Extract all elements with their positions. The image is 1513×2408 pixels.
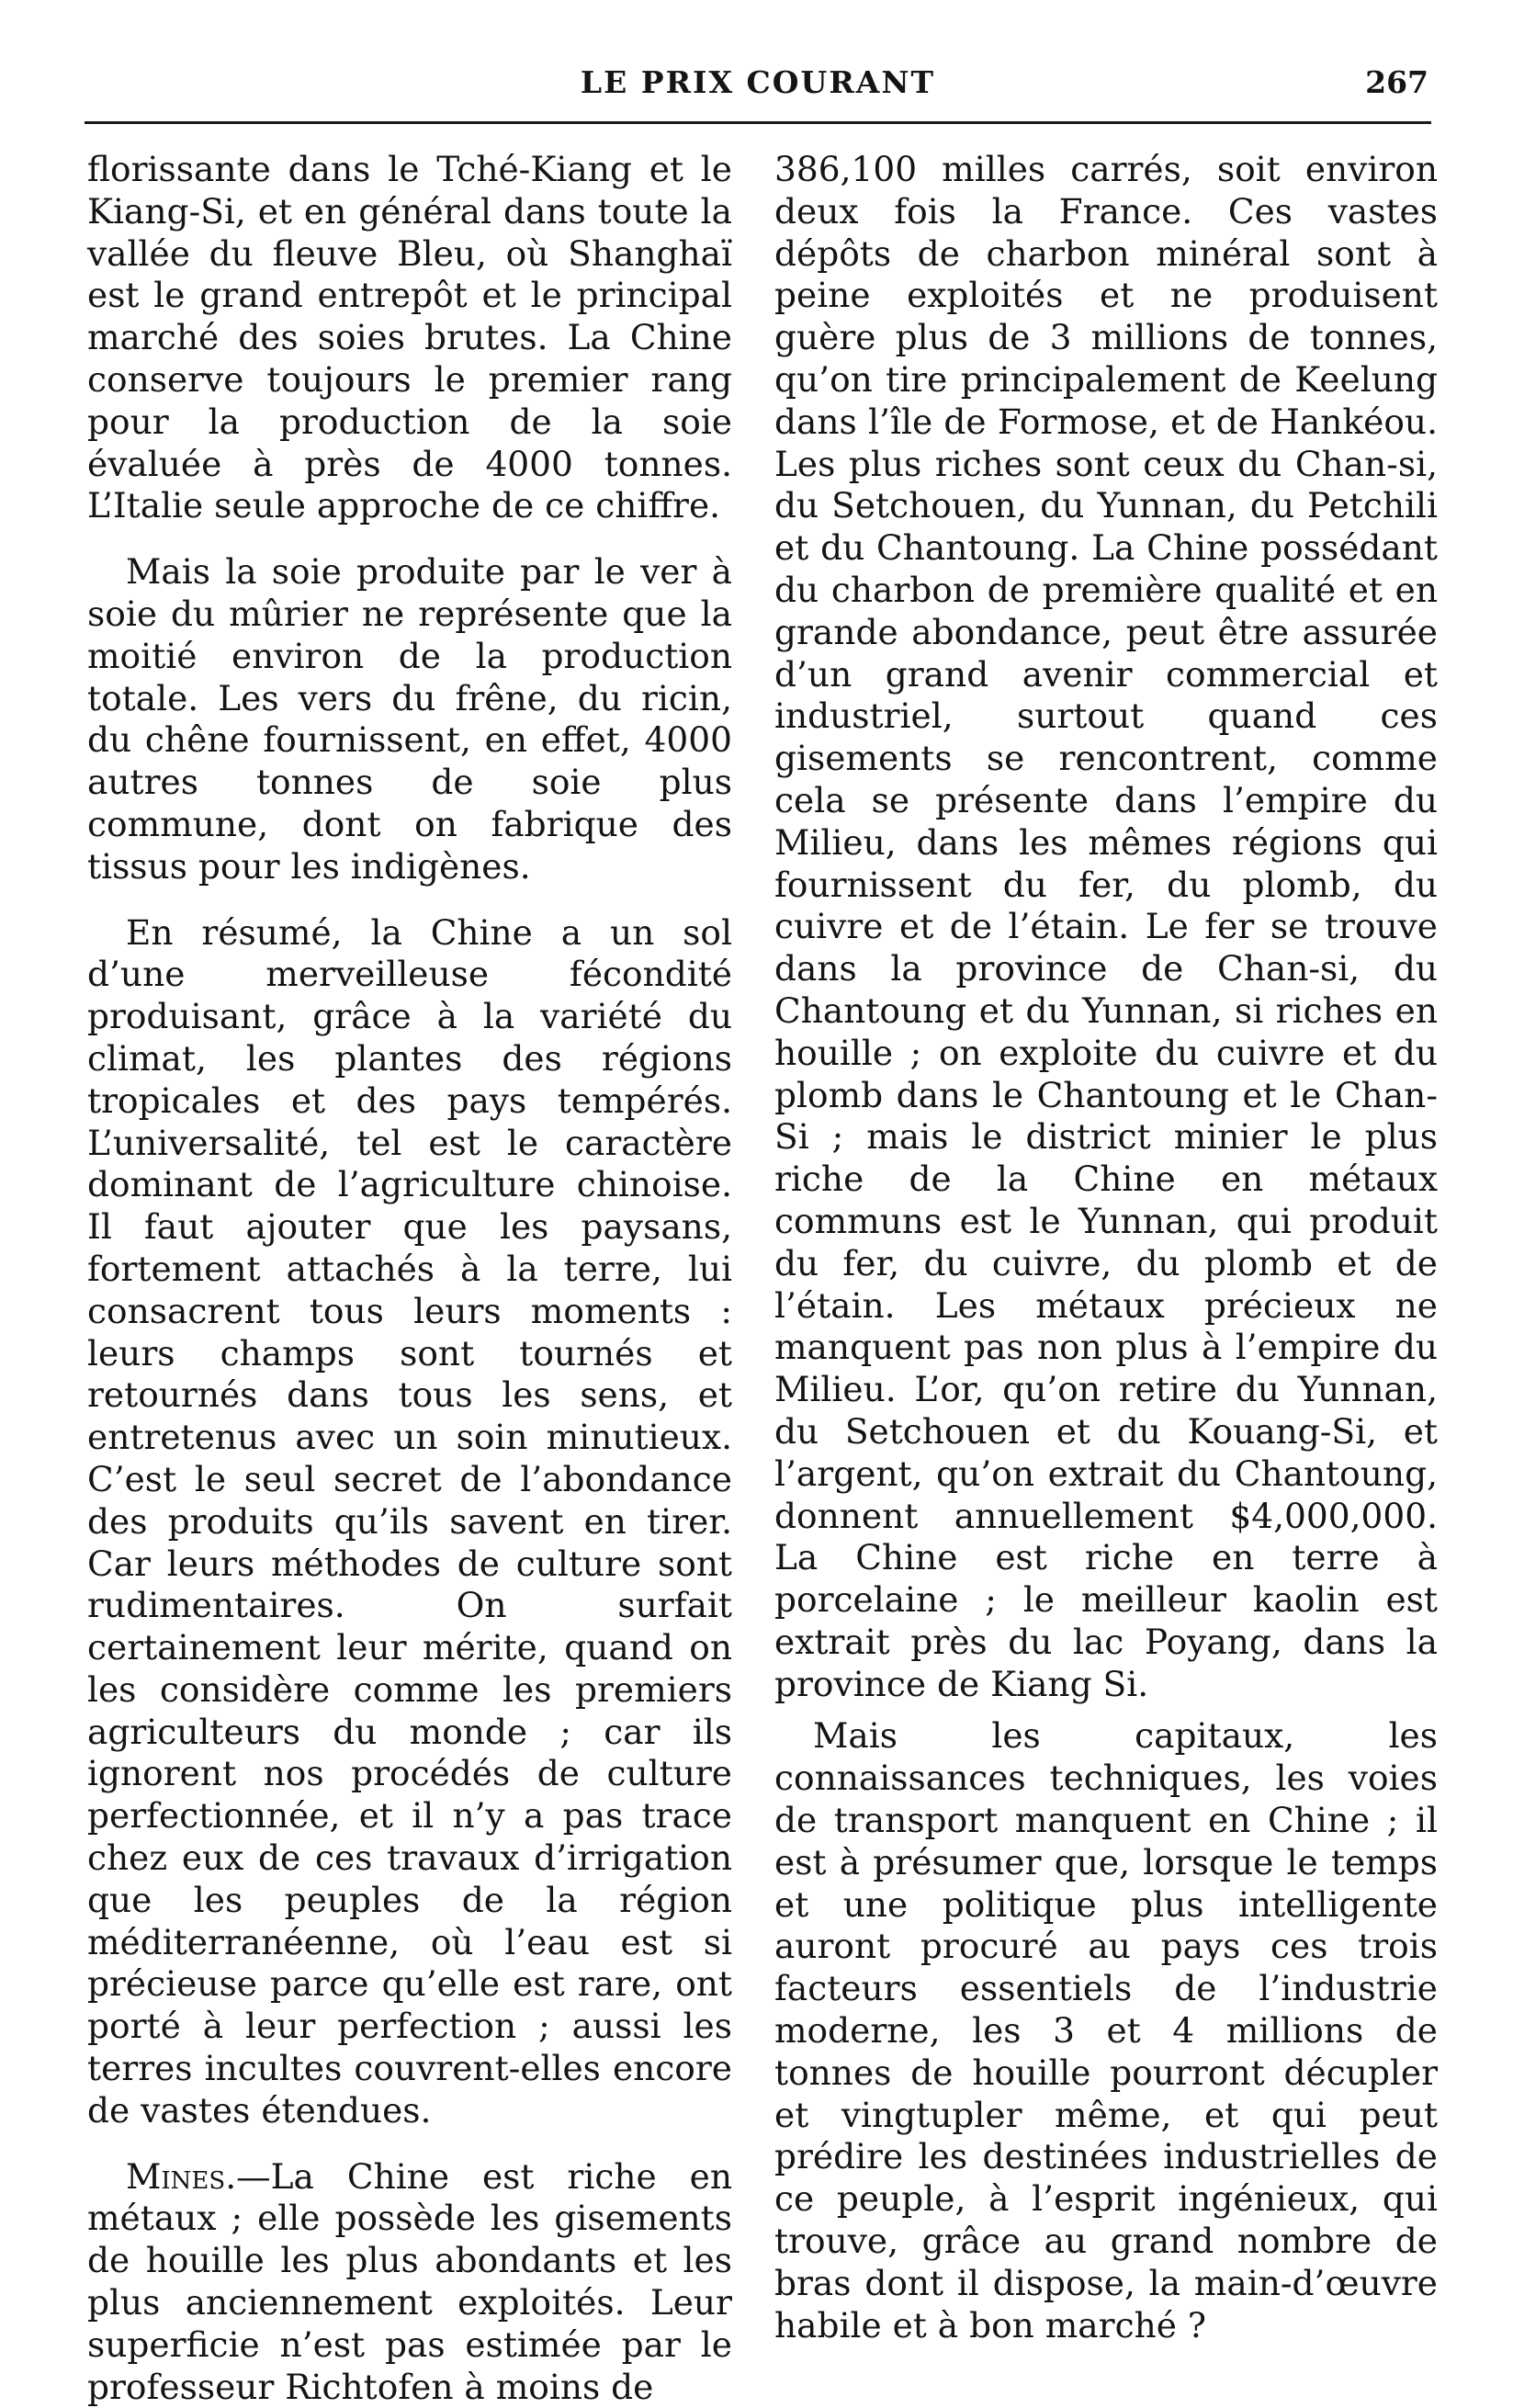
running-header xyxy=(87,57,1428,112)
right-paragraph-2: Mais les capitaux, les connaissances techniques, les voies de transport manquent en Chine ; il est à présumer que, lorsque le temps et une politique plus intelligente auront procuré au pays ces trois facteurs essentiels de l’industrie moderne, les 3 et 4 millions de tonnes de houille pourront décupler et vingtupler même, et qui peut prédire les destinées industrielles de ce peuple, à l’esprit ingénieux, qui trouve, grâce au grand nombre de bras dont il dispose, la main-d’œuvre habile et à bon marché ? xyxy=(774,1715,1438,2346)
left-paragraph-3: En résumé, la Chine a un sol d’une merveilleuse fécondité produisant, grâce à la variété du climat, les plantes des régions tropicales et des pays tempérés. L’universalité, tel est le caractère dominant de l’agriculture chinoise. Il faut ajouter que les paysans, fortement attachés à la terre, lui consacrent tous leurs moments : leurs champs sont tournés et retournés dans tous les sens, et entretenus avec un soin minutieux. C’est le seul secret de l’abondance des produits qu’ils savent en tirer. Car leurs méthodes de culture sont rudimentaires. On surfait certainement leur mérite, quand on les considère comme les premiers agriculteurs du monde ; car ils ignorent nos procédés de culture perfectionnée, et il n’y a pas trace chez eux de ces travaux d’irrigation que les peuples de la région méditerranéenne, où l’eau est si précieuse parce qu’elle est rare, ont porté à leur perfection ; aussi les terres incultes couvrent-elles encore de vastes étendues. xyxy=(87,911,732,2131)
section-label-mines: Mines. xyxy=(126,2155,237,2197)
page-number: 267 xyxy=(1365,64,1428,100)
right-column xyxy=(774,149,1438,2346)
left-paragraph-4-text: —La Chine est riche en métaux ; elle possède les gisements de houille les plus abondants et les plus anciennement exploités. Leur superficie n’est pas estimée par le professeur Richtofen à moins de xyxy=(87,2155,732,2407)
left-paragraph-2: Mais la soie produite par le ver à soie du mûrier ne représente que la moitié environ de la production totale. Les vers du frêne, du ricin, du chêne fournissent, en effet, 4000 autres tonnes de soie plus commune, dont on fabrique des tissus pour les indigènes. xyxy=(87,551,732,887)
journal-title: LE PRIX COURANT xyxy=(580,64,936,100)
left-column xyxy=(87,149,732,2407)
header-rule xyxy=(85,121,1431,124)
left-paragraph-1: florissante dans le Tché-Kiang et le Kiang-Si, et en général dans toute la vallée du fleuve Bleu, où Shanghaï est le grand entrepôt et le principal marché des soies brutes. La Chine conserve toujours le premier rang pour la production de la soie évaluée à près de 4000 tonnes. L’Italie seule approche de ce chiffre. xyxy=(87,149,732,526)
left-paragraph-4 xyxy=(87,2156,732,2408)
right-paragraph-1: 386,100 milles carrés, soit environ deux fois la France. Ces vastes dépôts de charbon minéral sont à peine exploités et ne produisent guère plus de 3 millions de tonnes, qu’on tire principalement de Keelung dans l’île de Formose, et de Hankéou. Les plus riches sont ceux du Chan-si, du Setchouen, du Yunnan, du Petchili et du Chantoung. La Chine possédant du charbon de première qualité et en grande abondance, peut être assurée d’un grand avenir commercial et industriel, surtout quand ces gisements se rencontrent, comme cela se présente dans l’empire du Milieu, dans les mêmes régions qui fournissent du fer, du plomb, du cuivre et de l’étain. Le fer se trouve dans la province de Chan-si, du Chantoung et du Yunnan, si riches en houille ; on exploite du cuivre et du plomb dans le Chantoung et le Chan-Si ; mais le district minier le plus riche de la Chine en métaux communs est le Yunnan, qui produit du fer, du cuivre, du plomb et de l’étain. Les métaux précieux ne manquent pas non plus à l’empire du Milieu. L’or, qu’on retire du Yunnan, du Setchouen et du Kouang-Si, et l’argent, qu’on extrait du Chantoung, donnent annuellement $4,000,000. La Chine est riche en terre à porcelaine ; le meilleur kaolin est extrait près du lac Poyang, dans la province de Kiang Si. xyxy=(774,149,1438,1704)
